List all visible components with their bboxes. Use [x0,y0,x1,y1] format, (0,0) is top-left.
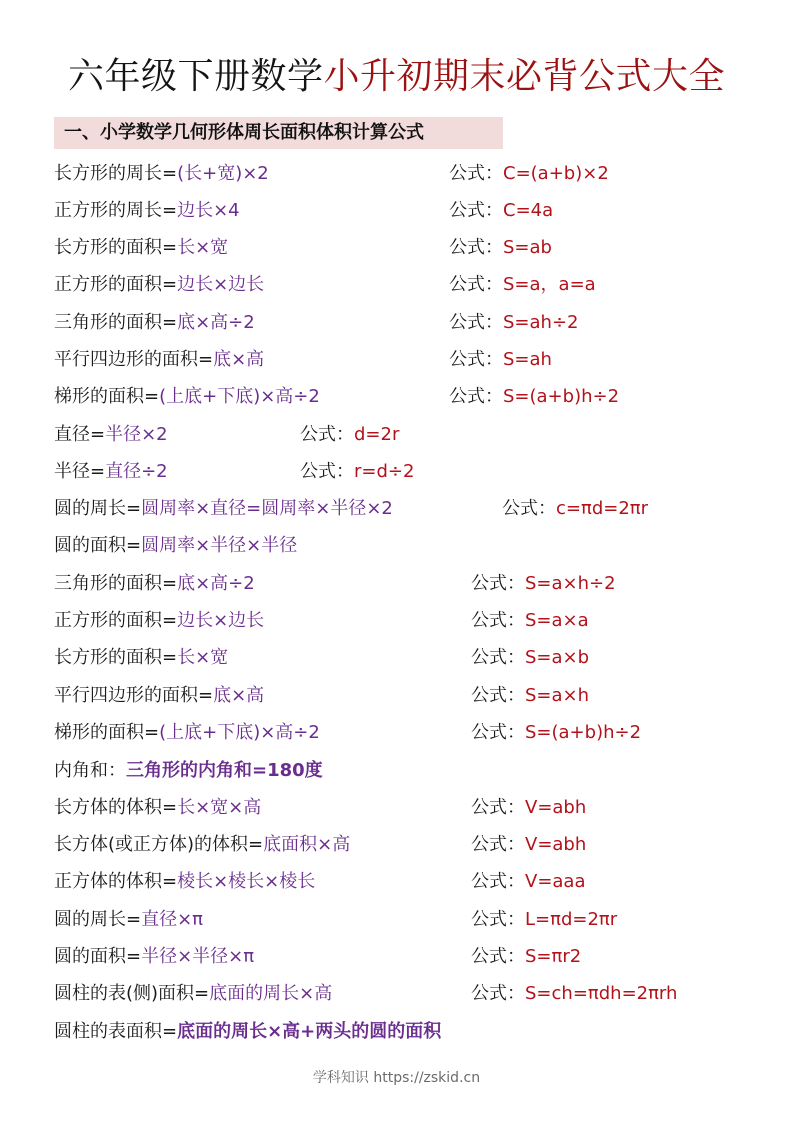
formula-term: 长方形的周长= [54,163,178,184]
formula-symbolic [471,681,589,711]
formula-expression: 底面的周长×高+两头的圆的面积 [177,1021,442,1042]
formula-row [0,531,793,561]
formula-definition [54,531,297,561]
formula-term: 正方形的面积= [54,274,178,295]
formula-definition [54,420,168,450]
formula-row [0,681,793,711]
page-title [0,52,793,102]
formula-definition [54,457,168,487]
formula-row [0,345,793,375]
formula-label: 公式： [471,722,525,743]
formula-symbolic [471,867,586,897]
formula-row [0,979,793,1009]
formula-term: 长方体(或正方体)的体积= [54,834,264,855]
formula-symbolic [471,942,581,972]
formula-row [0,457,793,487]
formula-expression: 长×宽×高 [177,797,262,818]
formula-expression: 底面的周长×高 [209,983,333,1004]
formula-definition [54,942,254,972]
formula-row [0,1017,793,1047]
formula-symbolic [449,345,552,375]
formula-symbolic [471,606,589,636]
formula-definition [54,233,228,263]
formula-definition [54,196,240,226]
formula-expression: 半径×半径×π [141,946,255,967]
formula-expression: (上底+下底)×高÷2 [159,722,320,743]
formula-symbols: S=ab [503,237,552,258]
formula-definition [54,382,320,412]
formula-symbols: V=abh [525,797,587,818]
formula-term: 直径= [54,424,106,445]
formula-symbolic [300,457,414,487]
formula-symbols: S=a×a [525,610,589,631]
formula-label: 公式： [449,312,503,333]
formula-definition [54,756,323,786]
formula-term: 圆柱的表(侧)面积= [54,983,210,1004]
formula-definition [54,643,228,673]
formula-label: 公式： [300,424,354,445]
formula-symbols: C=4a [503,200,554,221]
formula-term: 长方体的体积= [54,797,178,818]
formula-row [0,308,793,338]
formula-row [0,494,793,524]
formula-row [0,420,793,450]
formula-term: 圆的周长= [54,909,142,930]
formula-definition [54,606,264,636]
formula-definition [54,270,264,300]
formula-definition [54,159,269,189]
formula-expression: (上底+下底)×高÷2 [159,386,320,407]
formula-label: 公式： [449,349,503,370]
formula-symbols: S=a×h [525,685,590,706]
formula-expression: 边长×4 [177,200,240,221]
formula-expression: 圆周率×半径×半径 [141,535,298,556]
title-part-1: 六年级下册数学 [67,56,324,97]
formula-symbolic [471,718,641,748]
formula-term: 圆柱的表面积= [54,1021,178,1042]
formula-label: 公式： [471,610,525,631]
formula-symbolic [502,494,648,524]
formula-term: 圆的面积= [54,946,142,967]
formula-term: 半径= [54,461,106,482]
formula-term: 平行四边形的面积= [54,349,214,370]
formula-row [0,382,793,412]
formula-label: 公式： [449,274,503,295]
formula-symbolic [471,905,617,935]
formula-expression: 长×宽 [177,237,229,258]
formula-term: 长方形的面积= [54,647,178,668]
formula-definition [54,905,203,935]
formula-term: 梯形的面积= [54,722,160,743]
formula-row [0,196,793,226]
formula-expression: 底×高 [213,685,265,706]
formula-symbolic [471,830,586,860]
formula-expression: 底×高÷2 [177,573,255,594]
formula-label: 公式： [471,946,525,967]
formula-label: 公式： [300,461,354,482]
formula-label: 公式： [449,200,503,221]
formula-expression: 底面积×高 [263,834,351,855]
formula-symbolic [449,159,609,189]
formula-label: 公式： [471,797,525,818]
formula-row [0,606,793,636]
formula-definition [54,830,350,860]
formula-expression: 边长×边长 [177,274,265,295]
formula-label: 公式： [449,237,503,258]
formula-row [0,159,793,189]
formula-symbols: S=a×b [525,647,590,668]
formula-symbols: L=πd=2πr [525,909,618,930]
formula-expression: (长+宽)×2 [177,163,269,184]
formula-expression: 底×高 [213,349,265,370]
formula-symbolic [449,270,596,300]
formula-definition [54,1017,441,1047]
formula-expression: 圆周率×直径=圆周率×半径×2 [141,498,393,519]
formula-expression: 半径×2 [105,424,168,445]
formula-symbols: S=(a+b)h÷2 [503,386,620,407]
formula-definition [54,569,255,599]
formula-label: 公式： [449,386,503,407]
formula-symbols: S=ah [503,349,552,370]
formula-symbols: d=2r [354,424,400,445]
formula-term: 正方形的周长= [54,200,178,221]
formula-symbols: C=(a+b)×2 [503,163,609,184]
formula-row [0,867,793,897]
formula-symbols: c=πd=2πr [556,498,649,519]
formula-symbols: S=ah÷2 [503,312,579,333]
formula-label: 公式： [449,163,503,184]
formula-symbolic [471,643,589,673]
formula-row [0,830,793,860]
formula-term: 内角和： [54,760,126,781]
formula-symbols: S=a，a=a [503,274,596,295]
formula-label: 公式： [471,647,525,668]
formula-label: 公式： [471,909,525,930]
formula-label: 公式： [471,983,525,1004]
title-part-2: 小升初期末必背公式大全 [323,56,726,97]
formula-label: 公式： [502,498,556,519]
formula-definition [54,979,332,1009]
formula-term: 长方形的面积= [54,237,178,258]
formula-expression: 底×高÷2 [177,312,255,333]
formula-symbols: S=πr2 [525,946,582,967]
formula-symbolic [449,308,578,338]
formula-expression: 直径÷2 [105,461,168,482]
formula-symbolic [300,420,399,450]
formula-term: 正方体的体积= [54,871,178,892]
formula-row [0,942,793,972]
formula-expression: 长×宽 [177,647,229,668]
formula-symbols: r=d÷2 [354,461,415,482]
formula-row [0,905,793,935]
formula-label: 公式： [471,685,525,706]
formula-row [0,233,793,263]
formula-expression: 边长×边长 [177,610,265,631]
formula-term: 圆的面积= [54,535,142,556]
formula-definition [54,718,320,748]
formula-label: 公式： [471,834,525,855]
formula-row [0,569,793,599]
formula-term: 梯形的面积= [54,386,160,407]
formula-symbolic [449,233,552,263]
formula-symbolic [471,793,586,823]
section-header [54,117,503,149]
formula-label: 公式： [471,573,525,594]
formula-label: 公式： [471,871,525,892]
formula-row [0,270,793,300]
formula-symbolic [449,382,619,412]
formula-term: 三角形的面积= [54,573,178,594]
formula-symbolic [471,979,677,1009]
formula-symbolic [449,196,553,226]
formula-symbolic [471,569,616,599]
formula-row [0,643,793,673]
formula-row [0,718,793,748]
formula-definition [54,308,255,338]
formula-row [0,793,793,823]
formula-row [0,756,793,786]
formula-symbols: S=(a+b)h÷2 [525,722,642,743]
footer-source: 学科知识 https://zskid.cn [312,1070,481,1086]
formula-definition [54,345,264,375]
formula-symbols: S=a×h÷2 [525,573,616,594]
formula-expression: 直径×π [141,909,204,930]
formula-term: 平行四边形的面积= [54,685,214,706]
formula-expression: 三角形的内角和=180度 [126,760,323,781]
formula-definition [54,681,264,711]
formula-definition [54,793,261,823]
formula-definition [54,494,393,524]
formula-term: 正方形的面积= [54,610,178,631]
section-heading: 一、小学数学几何形体周长面积体积计算公式 [64,122,424,143]
formula-term: 三角形的面积= [54,312,178,333]
formula-symbols: V=abh [525,834,587,855]
formula-definition [54,867,315,897]
formula-symbols: V=aaa [525,871,586,892]
formula-symbols: S=ch=πdh=2πrh [525,983,678,1004]
formula-term: 圆的周长= [54,498,142,519]
formula-expression: 棱长×棱长×棱长 [177,871,316,892]
